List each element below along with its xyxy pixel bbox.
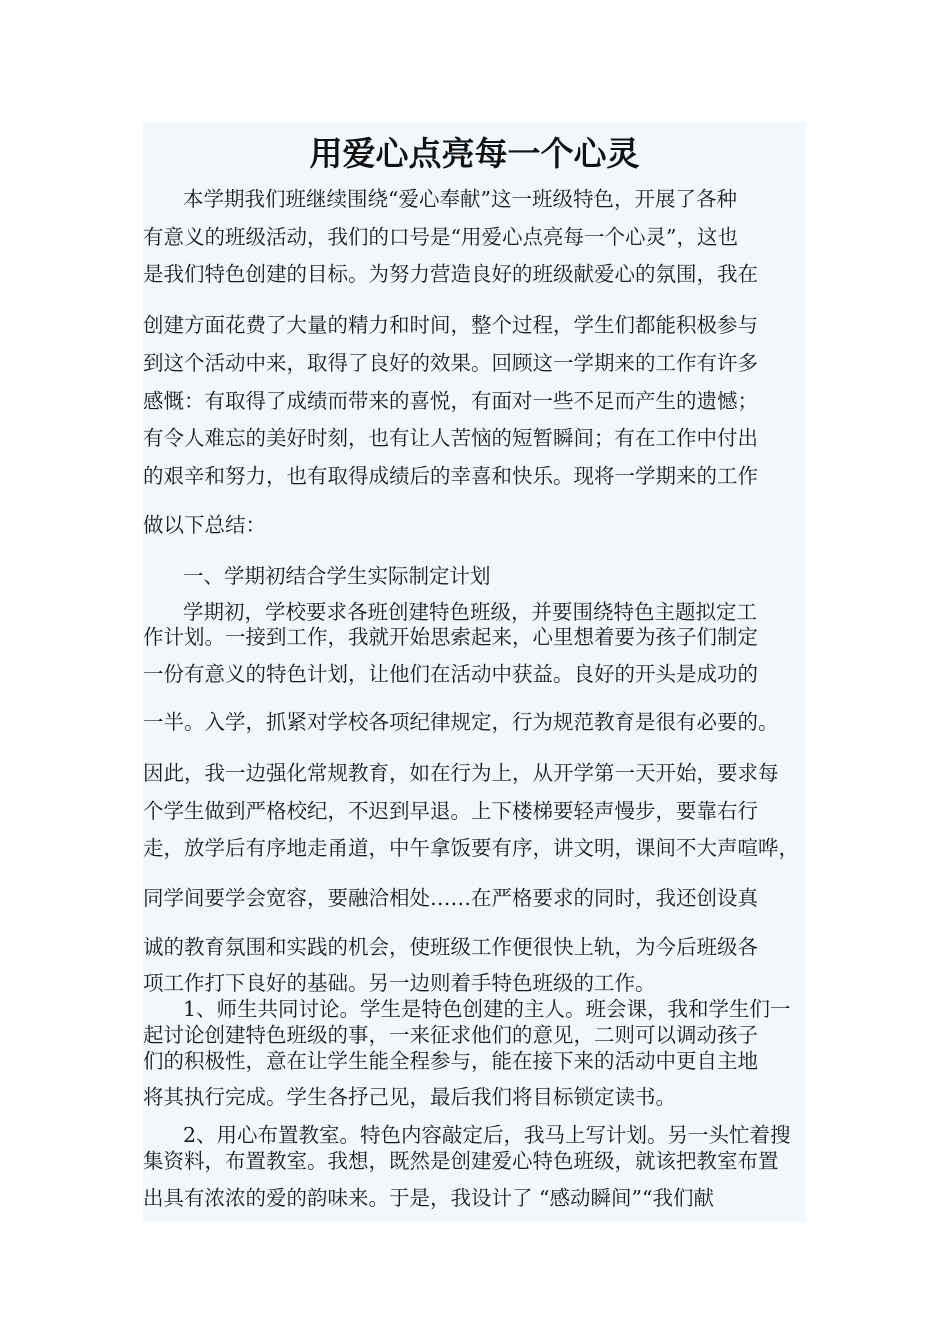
paragraph-line: 学期初，学校要求各班创建特色班级，并要围绕特色主题拟定工 xyxy=(183,600,757,624)
paragraph-line: 本学期我们班继续围绕“爱心奉献”这一班级特色，开展了各种 xyxy=(183,187,737,211)
paragraph-line: 的艰辛和努力，也有取得成绩后的幸喜和快乐。现将一学期来的工作 xyxy=(143,464,758,488)
paragraph-line: 出具有浓浓的爱的韵味来。于是，我设计了 “感动瞬间”“我们献 xyxy=(143,1186,714,1210)
paragraph-line: 2、用心布置教室。特色内容敲定后，我马上写计划。另一头忙着搜 xyxy=(183,1123,791,1147)
paragraph-line: 同学间要学会宽容，要融洽相处……在严格要求的同时，我还创设真 xyxy=(143,886,758,910)
paragraph-line: 一半。入学，抓紧对学校各项纪律规定，行为规范教育是很有必要的。 xyxy=(143,710,779,734)
paragraph-line: 集资料，布置教室。我想，既然是创建爱心特色班级，就该把教室布置 xyxy=(143,1149,779,1173)
paragraph-line: 创建方面花费了大量的精力和时间，整个过程，学生们都能积极参与 xyxy=(143,313,758,337)
paragraph-line: 走，放学后有序地走甬道，中午拿饭要有序，讲文明，课间不大声喧哗， xyxy=(143,836,799,860)
paragraph-line: 作计划。一接到工作，我就开始思索起来，心里想着要为孩子们制定 xyxy=(143,625,758,649)
paragraph-line: 有意义的班级活动，我们的口号是“用爱心点亮每一个心灵”，这也 xyxy=(143,225,738,249)
paragraph-line: 做以下总结： xyxy=(143,513,266,537)
paragraph-line: 起讨论创建特色班级的事，一来征求他们的意见，二则可以调动孩子 xyxy=(143,1023,758,1047)
paragraph-line: 感慨：有取得了成绩而带来的喜悦，有面对一些不足而产生的遗憾； xyxy=(143,389,758,413)
paragraph-line: 一份有意义的特色计划，让他们在活动中获益。良好的开头是成功的 xyxy=(143,662,758,686)
document-page xyxy=(143,122,806,1222)
paragraph-line: 因此，我一边强化常规教育，如在行为上，从开学第一天开始，要求每 xyxy=(143,761,779,785)
paragraph-line: 个学生做到严格校纪，不迟到早退。上下楼梯要轻声慢步，要靠右行 xyxy=(143,799,758,823)
paragraph-line: 1、师生共同讨论。学生是特色创建的主人。班会课，我和学生们一 xyxy=(183,997,791,1021)
paragraph-line: 到这个活动中来，取得了良好的效果。回顾这一学期来的工作有许多 xyxy=(143,351,758,375)
section-heading: 一、学期初结合学生实际制定计划 xyxy=(183,564,491,588)
paragraph-line: 诚的教育氛围和实践的机会，使班级工作便很快上轨，为今后班级各 xyxy=(143,935,758,959)
paragraph-line: 们的积极性，意在让学生能全程参与，能在接下来的活动中更自主地 xyxy=(143,1049,758,1073)
paragraph-line: 项工作打下良好的基础。另一边则着手特色班级的工作。 xyxy=(143,971,656,995)
paragraph-line: 将其执行完成。学生各抒己见，最后我们将目标锁定读书。 xyxy=(143,1085,676,1109)
paragraph-line: 是我们特色创建的目标。为努力营造良好的班级献爱心的氛围，我在 xyxy=(143,262,758,286)
document-title: 用爱心点亮每一个心灵 xyxy=(309,134,640,173)
paragraph-line: 有令人难忘的美好时刻，也有让人苦恼的短暂瞬间；有在工作中付出 xyxy=(143,426,758,450)
